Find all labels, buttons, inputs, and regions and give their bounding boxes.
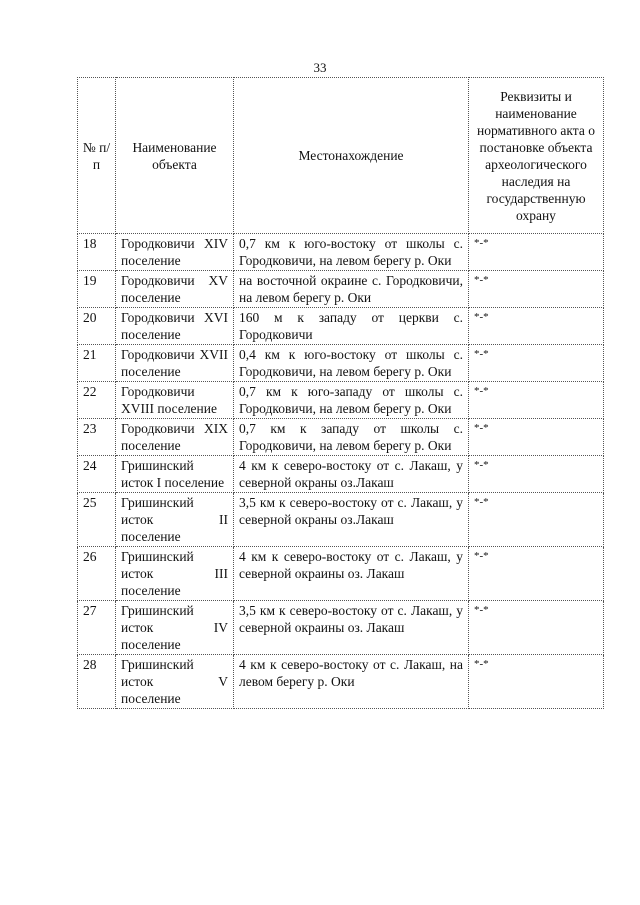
object-name: Городковичи XVIII поселение: [116, 382, 234, 419]
object-location: 3,5 км к северо-востоку от с. Лакаш, у северной окраны оз.Лакаш: [234, 493, 469, 547]
object-requisites: *-*: [469, 547, 604, 601]
object-requisites: *-*: [469, 308, 604, 345]
row-num: 20: [78, 308, 116, 345]
object-requisites: *-*: [469, 345, 604, 382]
header-num: № п/п: [78, 78, 116, 234]
object-requisites: *-*: [469, 601, 604, 655]
object-name: Гришинский исток II поселение: [116, 493, 234, 547]
table-row: [78, 456, 604, 493]
row-num: 21: [78, 345, 116, 382]
table-row: [78, 419, 604, 456]
row-num: 28: [78, 655, 116, 709]
object-location: 4 км к северо-востоку от с. Лакаш, у северной окраны оз.Лакаш: [234, 456, 469, 493]
row-num: 27: [78, 601, 116, 655]
row-num: 18: [78, 234, 116, 271]
object-requisites: *-*: [469, 655, 604, 709]
heritage-objects-table: [77, 77, 604, 709]
object-requisites: *-*: [469, 419, 604, 456]
object-location: 0,7 км к юго-западу от школы с. Городковичи, на левом берегу р. Оки: [234, 382, 469, 419]
object-location: 0,4 км к юго-востоку от школы с. Городковичи, на левом берегу р. Оки: [234, 345, 469, 382]
object-location: 0,7 км к западу от школы с. Городковичи, на левом берегу р. Оки: [234, 419, 469, 456]
row-num: 22: [78, 382, 116, 419]
row-num: 19: [78, 271, 116, 308]
object-name: Гришинский исток III поселение: [116, 547, 234, 601]
object-location: 3,5 км к северо-востоку от с. Лакаш, у северной окраины оз. Лакаш: [234, 601, 469, 655]
table-row: [78, 493, 604, 547]
object-name: Городковичи XIV поселение: [116, 234, 234, 271]
header-requisites: Реквизиты и наименование нормативного акта о постановке объекта археологического наследия на государственную охрану: [469, 78, 604, 234]
row-num: 23: [78, 419, 116, 456]
object-location: 160 м к западу от церкви с. Городковичи: [234, 308, 469, 345]
table-row: [78, 271, 604, 308]
header-location: Местонахождение: [234, 78, 469, 234]
object-name: Городковичи XIX поселение: [116, 419, 234, 456]
table-row: [78, 547, 604, 601]
object-name: Городковичи XVI поселение: [116, 308, 234, 345]
table-header-row: [78, 78, 604, 234]
object-location: 4 км к северо-востоку от с. Лакаш, на левом берегу р. Оки: [234, 655, 469, 709]
page-number: 33: [313, 60, 327, 75]
object-requisites: *-*: [469, 382, 604, 419]
header-name: Наименование объекта: [116, 78, 234, 234]
table-row: [78, 308, 604, 345]
row-num: 25: [78, 493, 116, 547]
object-name: Гришинский исток IV поселение: [116, 601, 234, 655]
object-location: 0,7 км к юго-востоку от школы с. Городковичи, на левом берегу р. Оки: [234, 234, 469, 271]
table-row: [78, 601, 604, 655]
object-location: 4 км к северо-востоку от с. Лакаш, у северной окраины оз. Лакаш: [234, 547, 469, 601]
object-requisites: *-*: [469, 493, 604, 547]
object-requisites: *-*: [469, 271, 604, 308]
object-name: Гришинский исток I поселение: [116, 456, 234, 493]
object-name: Городковичи XV поселение: [116, 271, 234, 308]
object-name: Городковичи XVII поселение: [116, 345, 234, 382]
object-requisites: *-*: [469, 234, 604, 271]
row-num: 24: [78, 456, 116, 493]
row-num: 26: [78, 547, 116, 601]
object-location: на восточной окраине с. Городковичи, на левом берегу р. Оки: [234, 271, 469, 308]
object-requisites: *-*: [469, 456, 604, 493]
table-row: [78, 655, 604, 709]
table-row: [78, 382, 604, 419]
object-name: Гришинский исток V поселение: [116, 655, 234, 709]
table-row: [78, 345, 604, 382]
table-row: [78, 234, 604, 271]
